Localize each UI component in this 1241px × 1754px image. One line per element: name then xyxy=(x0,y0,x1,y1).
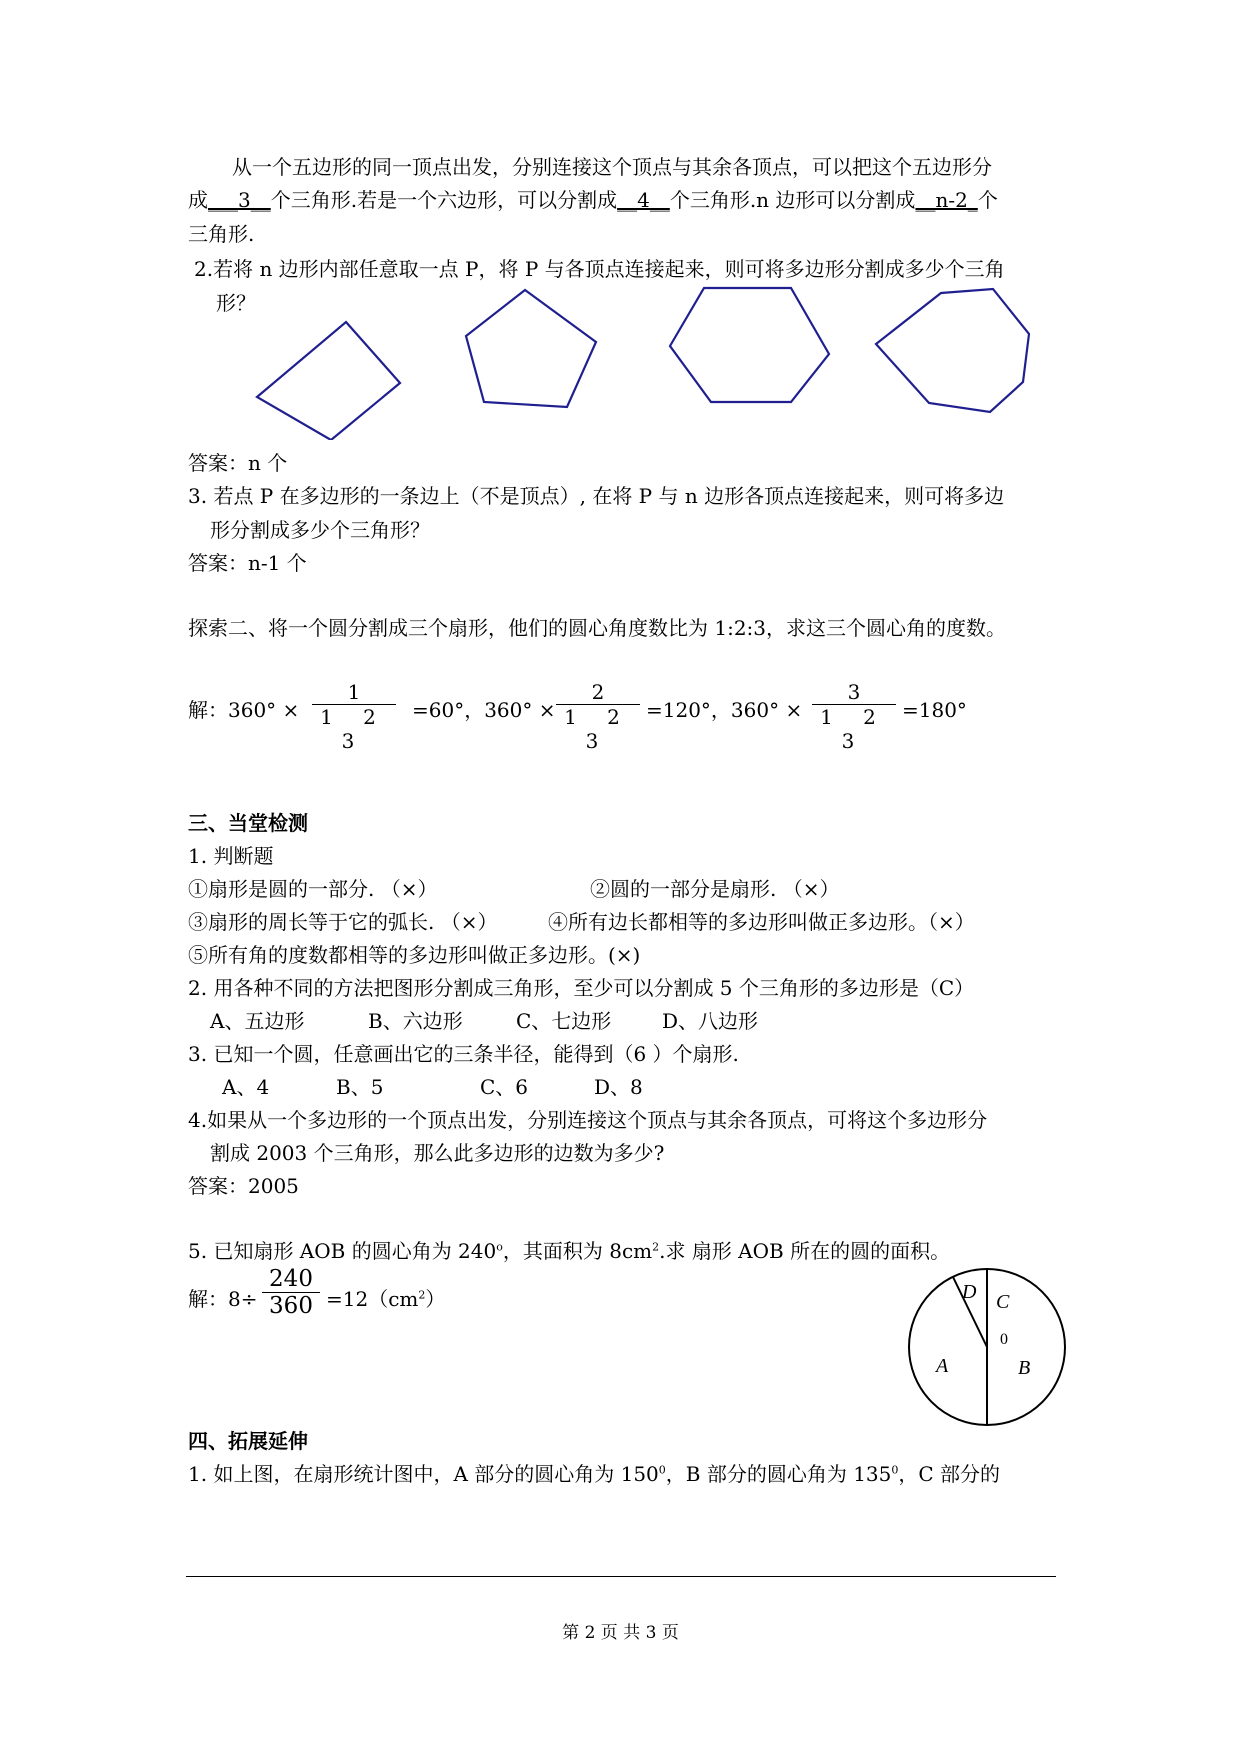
hexagon-shape xyxy=(670,288,829,402)
q5-text-1: 5. 已知扇形 AOB 的圆心角为 240 xyxy=(188,1239,497,1263)
q3-option-b: B、5 xyxy=(336,1075,384,1099)
blank-answer-3: __n-2_ xyxy=(915,188,978,212)
s3-question-5 xyxy=(188,1238,950,1264)
fraction-5-denominator: 360 xyxy=(269,1293,313,1319)
polygon-figures xyxy=(0,280,1241,440)
label-a: A xyxy=(936,1355,949,1377)
explore2-title: 探索二、将一个圆分割成三个扇形，他们的圆心角度数比为 1:2:3，求这三个圆心角的度数。 xyxy=(188,616,1007,640)
sol5-text: =12（cm xyxy=(326,1287,419,1311)
judgment-1: ①扇形是圆的一部分. （×） xyxy=(188,877,438,901)
footer-rule xyxy=(186,1576,1056,1577)
solution-part2: =120°，360° × xyxy=(646,698,803,722)
judgment-4: ④所有边长都相等的多边形叫做正多边形。（×） xyxy=(548,910,975,934)
s4-question-1 xyxy=(188,1461,1000,1487)
q2-option-a: A、五边形 xyxy=(210,1009,305,1033)
explore1-line1: 从一个五边形的同一顶点出发，分别连接这个顶点与其余各顶点，可以把这个五边形分 xyxy=(232,155,992,179)
judgment-5: ⑤所有角的度数都相等的多边形叫做正多边形。(×) xyxy=(188,943,641,967)
s3-question-1: 1. 判断题 xyxy=(188,844,274,868)
fraction-2-denominator: 1 2 3 xyxy=(564,705,632,753)
s3-question-2: 2. 用各种不同的方法把图形分割成三角形，至少可以分割成 5 个三角形的多边形是（C） xyxy=(188,976,975,1000)
fraction-5-numerator: 240 xyxy=(269,1266,313,1292)
s3-question-4-line2: 割成 2003 个三角形，那么此多边形的边数为多少? xyxy=(210,1141,665,1165)
s4q1-sup-2: 0 xyxy=(891,1463,899,1477)
sol5-end: ） xyxy=(425,1287,446,1311)
explore1-line3: 三角形. xyxy=(188,222,255,246)
fraction-3 xyxy=(812,680,896,753)
s4q1-text-1: 1. 如上图，在扇形统计图中，A 部分的圆心角为 150 xyxy=(188,1462,659,1486)
sol5-sup: 2 xyxy=(418,1288,426,1302)
heptagon-shape xyxy=(876,289,1029,412)
label-b: B xyxy=(1018,1357,1031,1379)
q2-option-d: D、八边形 xyxy=(662,1009,759,1033)
text-mid2: 个三角形.n 边形可以分割成 xyxy=(669,188,916,212)
q3-option-a: A、4 xyxy=(222,1075,270,1099)
answer-3: 答案：n-1 个 xyxy=(188,551,307,575)
s4q1-text-2: ，B 部分的圆心角为 135 xyxy=(665,1462,892,1486)
solution-5-prefix: 解：8÷ xyxy=(188,1287,258,1311)
section-4-heading: 四、拓展延伸 xyxy=(188,1429,308,1453)
s4q1-sup-1: 0 xyxy=(658,1463,666,1477)
page-footer: 第 2 页 共 3 页 xyxy=(562,1623,679,1643)
q5-text-2: ，其面积为 8cm xyxy=(502,1239,653,1263)
s3-question-3: 3. 已知一个圆，任意画出它的三条半径，能得到（6 ）个扇形. xyxy=(188,1042,739,1066)
q5-sup-2: 2 xyxy=(652,1240,660,1254)
fraction-5 xyxy=(262,1266,320,1319)
text-mid1: 个三角形.若是一个六边形，可以分割成 xyxy=(270,188,618,212)
solution-part1: =60°，360° × xyxy=(412,698,556,722)
q3-option-d: D、8 xyxy=(594,1075,643,1099)
q2-option-b: B、六边形 xyxy=(368,1009,463,1033)
blank-answer-2: __4__ xyxy=(617,188,670,212)
blank-answer-1: ___3__ xyxy=(208,188,271,212)
fraction-2 xyxy=(556,680,640,753)
text-prefix: 成 xyxy=(188,188,208,212)
question-2-line2: 形？ xyxy=(216,291,256,315)
fraction-3-numerator: 3 xyxy=(847,680,861,704)
section-3-heading: 三、当堂检测 xyxy=(188,811,308,835)
solution-prefix: 解：360° × xyxy=(188,698,300,722)
text-suffix: 个 xyxy=(977,188,998,212)
solution-5-result xyxy=(326,1286,445,1312)
quadrilateral-shape xyxy=(257,322,400,440)
label-c: C xyxy=(996,1291,1010,1313)
sector-diagram xyxy=(904,1264,1074,1434)
fraction-1-numerator: 1 xyxy=(347,680,361,704)
pentagon-shape xyxy=(466,290,596,407)
judgment-2: ②圆的一部分是扇形. （×） xyxy=(590,877,840,901)
explore1-line2 xyxy=(188,187,998,213)
fraction-3-denominator: 1 2 3 xyxy=(820,705,888,753)
question-2-line1: 2.若将 n 边形内部任意取一点 P，将 P 与各顶点连接起来，则可将多边形分割成多少个三角 xyxy=(194,257,1005,281)
fraction-1-denominator: 1 2 3 xyxy=(320,705,388,753)
judgment-3: ③扇形的周长等于它的弧长. （×） xyxy=(188,910,498,934)
question-3-line2: 形分割成多少个三角形？ xyxy=(210,518,430,542)
q5-text-3: .求 扇形 AOB 所在的圆的面积。 xyxy=(659,1239,951,1263)
s4q1-text-3: ，C 部分的 xyxy=(898,1462,1001,1486)
label-o: 0 xyxy=(1000,1331,1008,1348)
q3-option-c: C、6 xyxy=(480,1075,529,1099)
fraction-1 xyxy=(312,680,396,753)
s3-question-4-line1: 4.如果从一个多边形的一个顶点出发，分别连接这个顶点与其余各顶点，可将这个多边形分 xyxy=(188,1108,988,1132)
answer-4: 答案：2005 xyxy=(188,1174,299,1198)
fraction-2-numerator: 2 xyxy=(591,680,605,704)
label-d: D xyxy=(962,1281,977,1303)
question-3-line1: 3. 若点 P 在多边形的一条边上（不是顶点）, 在将 P 与 n 边形各顶点连接起来，则可将多边 xyxy=(188,484,1005,508)
solution-part3: =180° xyxy=(902,698,967,722)
q2-option-c: C、七边形 xyxy=(516,1009,612,1033)
answer-2: 答案：n 个 xyxy=(188,451,288,475)
q5-sup-1: o xyxy=(496,1240,503,1254)
